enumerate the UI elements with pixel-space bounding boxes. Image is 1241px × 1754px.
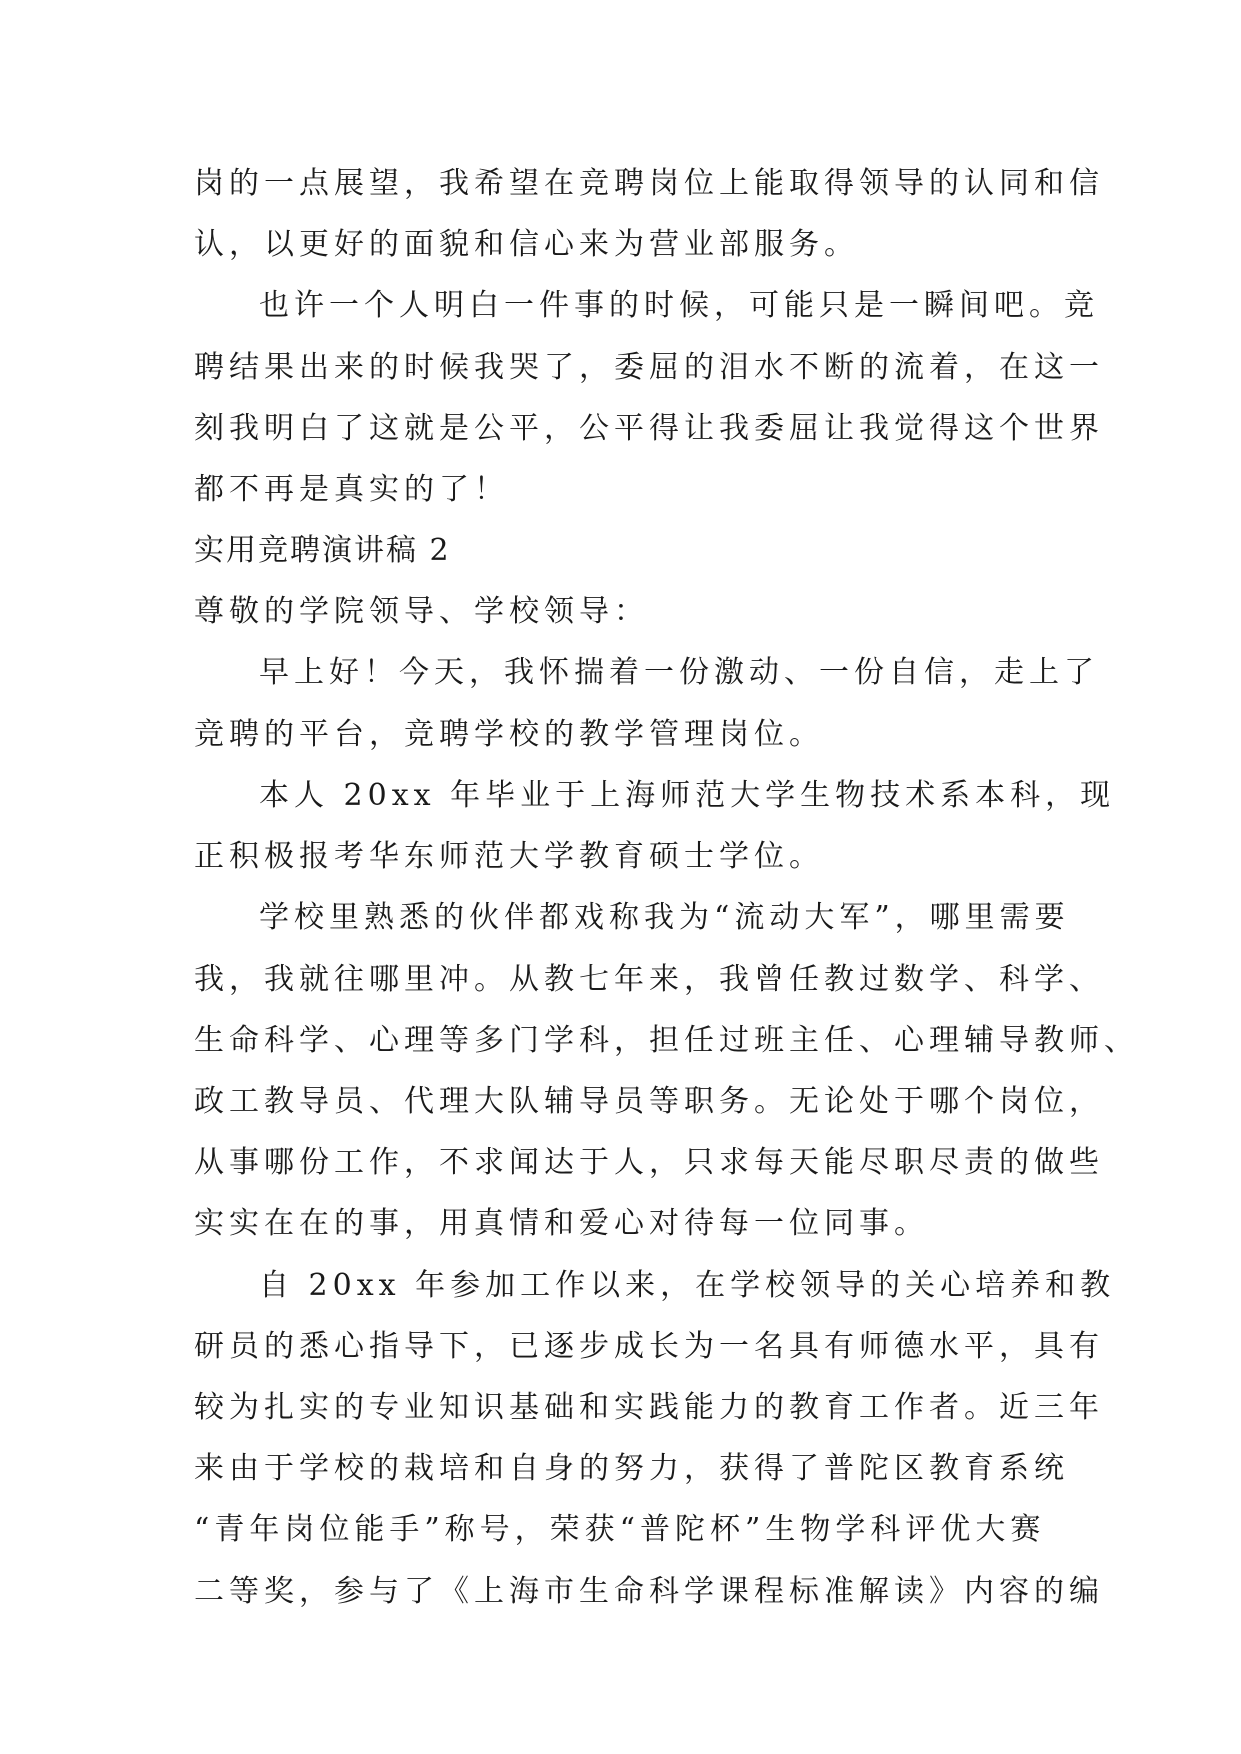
text-line: “青年岗位能手”称号，荣获“普陀杯”生物学科评优大赛 <box>194 1512 1046 1547</box>
text-line: 生命科学、心理等多门学科，担任过班主任、心理辅导教师、 <box>194 1023 1139 1058</box>
section-heading: 实用竞聘演讲稿 2 <box>194 533 451 568</box>
paragraph-first-line: 早上好！今天，我怀揣着一份激动、一份自信，走上了 <box>259 655 1099 690</box>
text-line: 都不再是真实的了！ <box>194 472 509 507</box>
text-line: 认，以更好的面貌和信心来为营业部服务。 <box>194 227 859 262</box>
text-line: 二等奖，参与了《上海市生命科学课程标准解读》内容的编 <box>194 1574 1104 1609</box>
paragraph-first-line: 学校里熟悉的伙伴都戏称我为“流动大军”，哪里需要 <box>259 900 1070 935</box>
text-line: 竞聘的平台，竞聘学校的教学管理岗位。 <box>194 717 824 752</box>
text-line: 聘结果出来的时候我哭了，委屈的泪水不断的流着，在这一 <box>194 350 1104 385</box>
salutation: 尊敬的学院领导、学校领导： <box>194 594 649 629</box>
text-line: 研员的悉心指导下，已逐步成长为一名具有师德水平，具有 <box>194 1329 1104 1364</box>
text-line: 来由于学校的栽培和自身的努力，获得了普陀区教育系统 <box>194 1451 1069 1486</box>
text-line: 岗的一点展望，我希望在竞聘岗位上能取得领导的认同和信 <box>194 166 1104 201</box>
text-line: 政工教导员、代理大队辅导员等职务。无论处于哪个岗位， <box>194 1084 1104 1119</box>
text-line: 从事哪份工作，不求闻达于人，只求每天能尽职尽责的做些 <box>194 1145 1104 1180</box>
text-line: 正积极报考华东师范大学教育硕士学位。 <box>194 839 824 874</box>
paragraph-first-line: 也许一个人明白一件事的时候，可能只是一瞬间吧。竞 <box>259 288 1099 323</box>
paragraph-first-line: 自 20xx 年参加工作以来，在学校领导的关心培养和教 <box>259 1268 1116 1303</box>
text-line: 实实在在的事，用真情和爱心对待每一位同事。 <box>194 1206 929 1241</box>
text-line: 刻我明白了这就是公平，公平得让我委屈让我觉得这个世界 <box>194 411 1104 446</box>
text-line: 较为扎实的专业知识基础和实践能力的教育工作者。近三年 <box>194 1390 1104 1425</box>
text-line: 我，我就往哪里冲。从教七年来，我曾任教过数学、科学、 <box>194 962 1104 997</box>
paragraph-first-line: 本人 20xx 年毕业于上海师范大学生物技术系本科，现 <box>259 778 1116 813</box>
